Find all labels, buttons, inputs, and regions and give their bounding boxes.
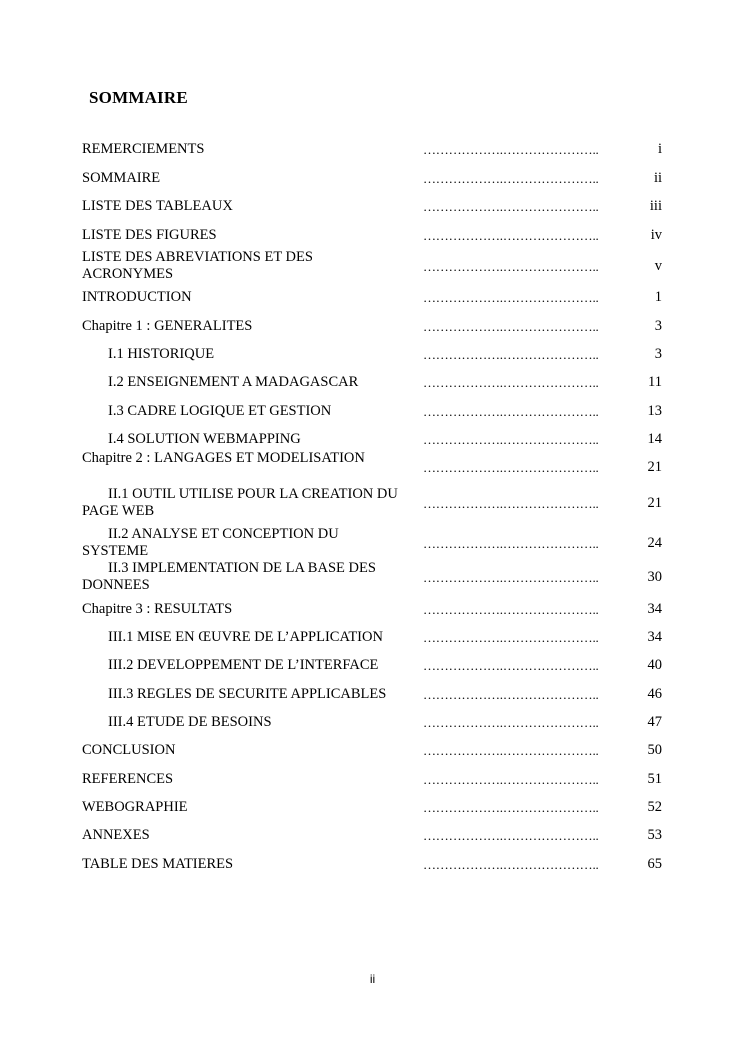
toc-entry-page: 13: [647, 402, 662, 419]
toc-entry-label: Chapitre 2 : LANGAGES ET MODELISATION: [82, 450, 365, 466]
toc-entry-leader: ……………….…………………..: [423, 318, 599, 334]
toc-entry[interactable]: [82, 318, 662, 335]
toc-entry-page: 40: [647, 656, 662, 673]
toc-entry-page: ii: [653, 169, 662, 186]
toc-entry[interactable]: [82, 450, 662, 484]
toc-entry-page: 21: [647, 494, 662, 511]
toc-entry-page: 3: [654, 317, 662, 334]
toc-entry[interactable]: [82, 742, 662, 759]
toc-entry-label: SOMMAIRE: [82, 169, 161, 186]
toc-entry-page: 47: [647, 713, 662, 730]
toc-entry-leader: ……………….…………………..: [423, 799, 599, 815]
toc-entry[interactable]: [82, 374, 662, 391]
toc-entry-label: III.3 REGLES DE SECURITE APPLICABLES: [108, 685, 387, 702]
page-number: ii: [369, 972, 376, 986]
toc-entry-page: v: [654, 257, 662, 274]
toc-entry[interactable]: [82, 629, 662, 646]
toc-entry[interactable]: [82, 403, 662, 420]
toc-entry[interactable]: [82, 526, 662, 560]
toc-entry-leader: ……………….…………………..: [423, 289, 599, 305]
toc-entry[interactable]: [82, 198, 662, 215]
toc-entry-label: I.4 SOLUTION WEBMAPPING: [108, 430, 301, 447]
toc-entry-page: 46: [647, 685, 662, 702]
toc-entry-page: 3: [654, 345, 662, 362]
toc-entry-label: Chapitre 3 : RESULTATS: [82, 600, 233, 617]
toc-entry[interactable]: [82, 771, 662, 788]
toc-entry[interactable]: [82, 227, 662, 244]
toc-entry-label: III.1 MISE EN ŒUVRE DE L’APPLICATION: [108, 628, 383, 645]
toc-entry[interactable]: [82, 431, 662, 448]
toc-entry-page: 52: [647, 798, 662, 815]
toc-entry-leader: ……………….…………………..: [423, 742, 599, 758]
toc-entry-label: LISTE DES ABREVIATIONS ET DES ACRONYMES: [82, 249, 313, 282]
toc-entry[interactable]: [82, 856, 662, 873]
toc-entry-leader: ……………….…………………..: [423, 601, 599, 617]
toc-entry-leader: ……………….…………………..: [423, 170, 599, 186]
toc-entry-page: iv: [650, 226, 662, 243]
toc-entry[interactable]: [82, 249, 662, 283]
toc-entry-leader: ……………….…………………..: [423, 495, 599, 511]
toc-entry-leader: ……………….…………………..: [423, 629, 599, 645]
toc-entry[interactable]: [82, 141, 662, 158]
toc-entry-leader: ……………….…………………..: [423, 227, 599, 243]
toc-entry-label: II.2 ANALYSE ET CONCEPTION DU SYSTEME: [82, 526, 339, 559]
toc-entry-page: 34: [647, 600, 662, 617]
toc-entry-leader: ……………….…………………..: [423, 374, 599, 390]
toc-entry[interactable]: [82, 657, 662, 674]
toc-entry-leader: ……………….…………………..: [423, 258, 599, 274]
toc-entry[interactable]: [82, 686, 662, 703]
toc-entry-label: I.1 HISTORIQUE: [108, 345, 215, 362]
toc-entry-label: TABLE DES MATIERES: [82, 855, 234, 872]
toc-entry-page: 34: [647, 628, 662, 645]
toc-entry-leader: ……………….…………………..: [423, 198, 599, 214]
toc-entry-leader: ……………….…………………..: [423, 403, 599, 419]
toc-entry-label: Chapitre 1 : GENERALITES: [82, 317, 253, 334]
toc-entry-label: REFERENCES: [82, 770, 174, 787]
toc-entry[interactable]: [82, 170, 662, 187]
toc-entry-page: i: [657, 140, 662, 157]
toc-entry-leader: ……………….…………………..: [423, 431, 599, 447]
toc-entry-leader: ……………….…………………..: [423, 459, 599, 475]
toc-entry[interactable]: [82, 601, 662, 618]
toc-entry[interactable]: [82, 289, 662, 306]
toc-entry-leader: ……………….…………………..: [423, 856, 599, 872]
toc-entry-leader: ……………….…………………..: [423, 535, 599, 551]
toc-entry-leader: ……………….…………………..: [423, 686, 599, 702]
toc-entry-label: CONCLUSION: [82, 741, 176, 758]
toc-entry-label: WEBOGRAPHIE: [82, 798, 188, 815]
toc-entry-label: III.2 DEVELOPPEMENT DE L’INTERFACE: [108, 656, 379, 673]
toc-entry-label: LISTE DES FIGURES: [82, 226, 217, 243]
toc-entry-page: iii: [649, 197, 662, 214]
toc-entry-label: LISTE DES TABLEAUX: [82, 197, 233, 214]
toc-entry-page: 14: [647, 430, 662, 447]
toc-entry-label: INTRODUCTION: [82, 288, 192, 305]
toc-entry-label: I.3 CADRE LOGIQUE ET GESTION: [108, 402, 332, 419]
toc-entry[interactable]: [82, 560, 662, 594]
toc-entry-page: 50: [647, 741, 662, 758]
toc-entry-label: REMERCIEMENTS: [82, 140, 205, 157]
toc-entry-leader: ……………….…………………..: [423, 569, 599, 585]
toc-entry-leader: ……………….…………………..: [423, 346, 599, 362]
toc-entry-label: II.3 IMPLEMENTATION DE LA BASE DES DONNEES: [82, 560, 376, 593]
toc-entry[interactable]: [82, 486, 662, 520]
toc-entry-leader: ……………….…………………..: [423, 827, 599, 843]
toc-entry-leader: ……………….…………………..: [423, 714, 599, 730]
toc-entry-page: 51: [647, 770, 662, 787]
toc-entry[interactable]: [82, 714, 662, 731]
toc-entry-leader: ……………….…………………..: [423, 657, 599, 673]
toc-entry-label: I.2 ENSEIGNEMENT A MADAGASCAR: [108, 373, 359, 390]
toc-entry-page: 11: [648, 373, 662, 390]
toc-entry[interactable]: [82, 346, 662, 363]
toc-entry-page: 1: [654, 288, 662, 305]
toc-entry[interactable]: [82, 827, 662, 844]
toc-entry-label: II.1 OUTIL UTILISE POUR LA CREATION DU PAGE WEB: [82, 486, 398, 519]
toc-entry-page: 65: [647, 855, 662, 872]
toc-entry-label: III.4 ETUDE DE BESOINS: [108, 713, 272, 730]
page-title: SOMMAIRE: [89, 88, 188, 107]
toc-entry-page: 24: [647, 534, 662, 551]
toc-entry-leader: ……………….…………………..: [423, 771, 599, 787]
toc-entry-page: 53: [647, 826, 662, 843]
toc-entry-page: 21: [647, 458, 662, 475]
toc-entry[interactable]: [82, 799, 662, 816]
toc-entry-page: 30: [647, 568, 662, 585]
toc-entry-label: ANNEXES: [82, 826, 150, 843]
toc-entry-leader: ……………….…………………..: [423, 141, 599, 157]
